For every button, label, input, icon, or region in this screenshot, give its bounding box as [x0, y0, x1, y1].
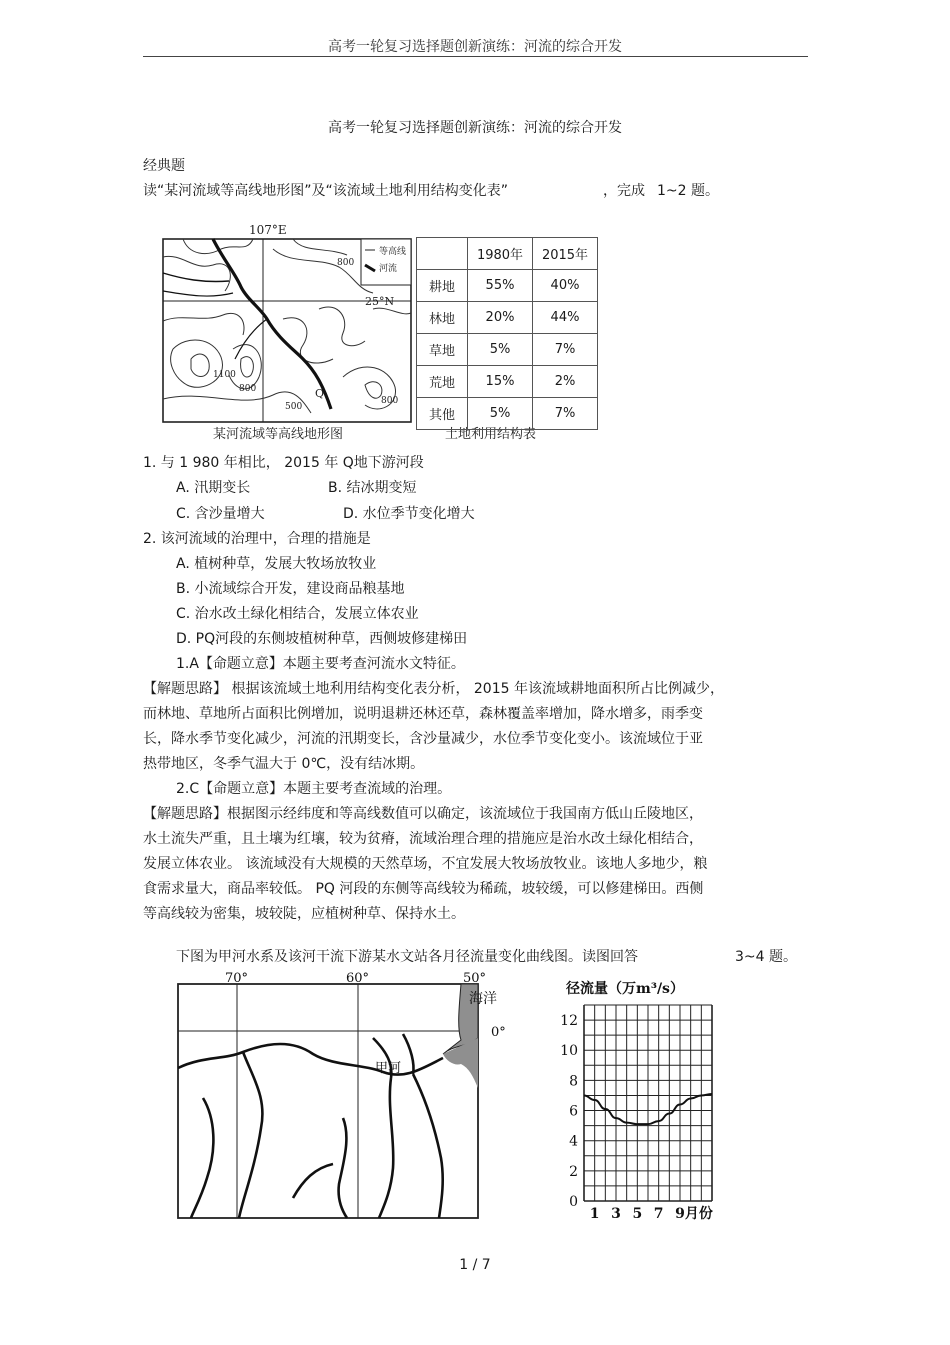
meridian-label: 107°E	[249, 223, 287, 237]
table-header: 1980年	[468, 238, 533, 270]
table-row: 耕地 55% 40%	[417, 270, 598, 302]
contour-label: 800	[381, 396, 399, 406]
figure-river-map	[143, 968, 553, 1224]
doc-title: 高考一轮复习选择题创新演练：河流的综合开发	[328, 120, 622, 136]
chart-title: 径流量（万m³/s）	[566, 981, 684, 997]
y-tick-label: 2	[569, 1163, 578, 1180]
page-header: 高考一轮复习选择题创新演练：河流的综合开发	[328, 39, 622, 55]
ans1-line: 而林地、草地所占面积比例增加，说明退耕还林还草，森林覆盖率增加，降水增多，雨季变	[143, 706, 703, 722]
header-rule	[143, 56, 808, 57]
x-tick-label: 7	[653, 1206, 664, 1222]
parallel-label: 25°N	[365, 295, 395, 308]
map-frame	[178, 984, 478, 1218]
table-row: 荒地 15% 2%	[417, 366, 598, 398]
intro-text-3: 1~2 题。	[657, 183, 719, 199]
figure-contour-map	[143, 209, 611, 445]
y-tick-label: 12	[560, 1013, 578, 1030]
intro-text-2: ，完成	[603, 183, 645, 199]
river-label: 甲河	[375, 1061, 402, 1076]
q2-stem: 2. 该河流域的治理中，合理的措施是	[143, 531, 371, 547]
ans2-line: 等高线较为密集，坡较陡，应植树种草、保持水土。	[143, 906, 465, 922]
contour-label: 800	[337, 258, 355, 268]
ans2-intent: 2.C【命题立意】本题主要考查流域的治理。	[176, 781, 452, 797]
section-label: 经典题	[143, 158, 185, 174]
map-caption: 某河流域等高线地形图	[213, 427, 344, 442]
land-use-table	[416, 237, 598, 430]
intro-text: 读“某河流域等高线地形图”及“该流域土地利用结构变化表”	[143, 183, 509, 199]
q1-option-a: A. 汛期变长	[176, 480, 251, 496]
x-tick-label: 9月份	[675, 1206, 713, 1222]
table-header: 2015年	[533, 238, 598, 270]
y-tick-label: 10	[560, 1043, 578, 1060]
x-tick-label: 1	[589, 1206, 600, 1222]
intro2-text: 下图为甲河水系及该河干流下游某水文站各月径流量变化曲线图。读图回答	[176, 949, 638, 965]
lon-label: 60°	[346, 971, 370, 986]
ans2-line: 食需求量大，商品率较低。 PQ 河段的东侧等高线较为稀疏，坡较缓，可以修建梯田。西侧	[143, 881, 704, 897]
ans2-line: 发展立体农业。 该流域没有大规模的天然草场，不宜发展大牧场放牧业。该地人多地少，粮	[143, 856, 708, 872]
lat-label: 0°	[491, 1025, 506, 1040]
page-number: 1 / 7	[459, 1257, 491, 1273]
ans1-intent: 1.A【命题立意】本题主要考查河流水文特征。	[176, 656, 465, 672]
q1-option-d: D. 水位季节变化增大	[343, 506, 475, 522]
q1-stem: 1. 与 1 980 年相比， 2015 年 Q地下游河段	[143, 455, 424, 471]
q2-option-b: B. 小流域综合开发，建设商品粮基地	[176, 581, 405, 597]
q2-option-c: C. 治水改土绿化相结合，发展立体农业	[176, 606, 419, 622]
table-row: 草地 5% 7%	[417, 334, 598, 366]
river-system	[178, 1034, 443, 1218]
ans1-line: 【解题思路】 根据该流域土地利用结构变化表分析， 2015 年该流域耕地面积所占比例减少，	[143, 681, 724, 697]
point-q-label: Q	[315, 387, 325, 400]
q2-option-d: D. PQ河段的东侧坡植树种草，西侧坡修建梯田	[176, 631, 468, 647]
x-tick-label: 5	[632, 1206, 643, 1222]
q2-option-a: A. 植树种草，发展大牧场放牧业	[176, 556, 377, 572]
ans1-line: 热带地区，冬季气温大于 0℃，没有结冰期。	[143, 756, 425, 772]
legend-contour: 等高线	[379, 247, 407, 257]
contour-label: 800	[239, 384, 257, 394]
table-row: 林地 20% 44%	[417, 302, 598, 334]
y-tick-label: 4	[569, 1133, 578, 1150]
ans1-line: 长，降水季节变化减少，河流的汛期变长，含沙量减少，水位季节变化变小。该流域位于亚	[143, 731, 703, 747]
contour-label: 1100	[213, 370, 236, 380]
q1-option-b: B. 结冰期变短	[328, 480, 417, 496]
y-tick-label: 6	[569, 1103, 578, 1120]
ans2-line: 【解题思路】根据图示经纬度和等高线数值可以确定，该流域位于我国南方低山丘陵地区，	[143, 806, 703, 822]
y-tick-label: 8	[569, 1073, 578, 1090]
q1-option-c: C. 含沙量增大	[176, 506, 265, 522]
intro2-text-2: 3~4 题。	[735, 949, 797, 965]
y-tick-label: 0	[569, 1194, 578, 1210]
sea-label: 海洋	[469, 991, 497, 1007]
legend-river: 河流	[379, 264, 398, 274]
lon-label: 50°	[463, 971, 487, 986]
table-row: 其他 5% 7%	[417, 398, 598, 430]
x-tick-label: 3	[611, 1206, 621, 1222]
table-caption: 土地利用结构表	[445, 427, 537, 442]
ans2-line: 水土流失严重，且土壤为红壤，较为贫瘠，流域治理合理的措施应是治水改土绿化相结合，	[143, 831, 703, 847]
contour-label: 500	[285, 402, 303, 412]
runoff-chart	[560, 975, 740, 1225]
lon-label: 70°	[225, 971, 249, 986]
